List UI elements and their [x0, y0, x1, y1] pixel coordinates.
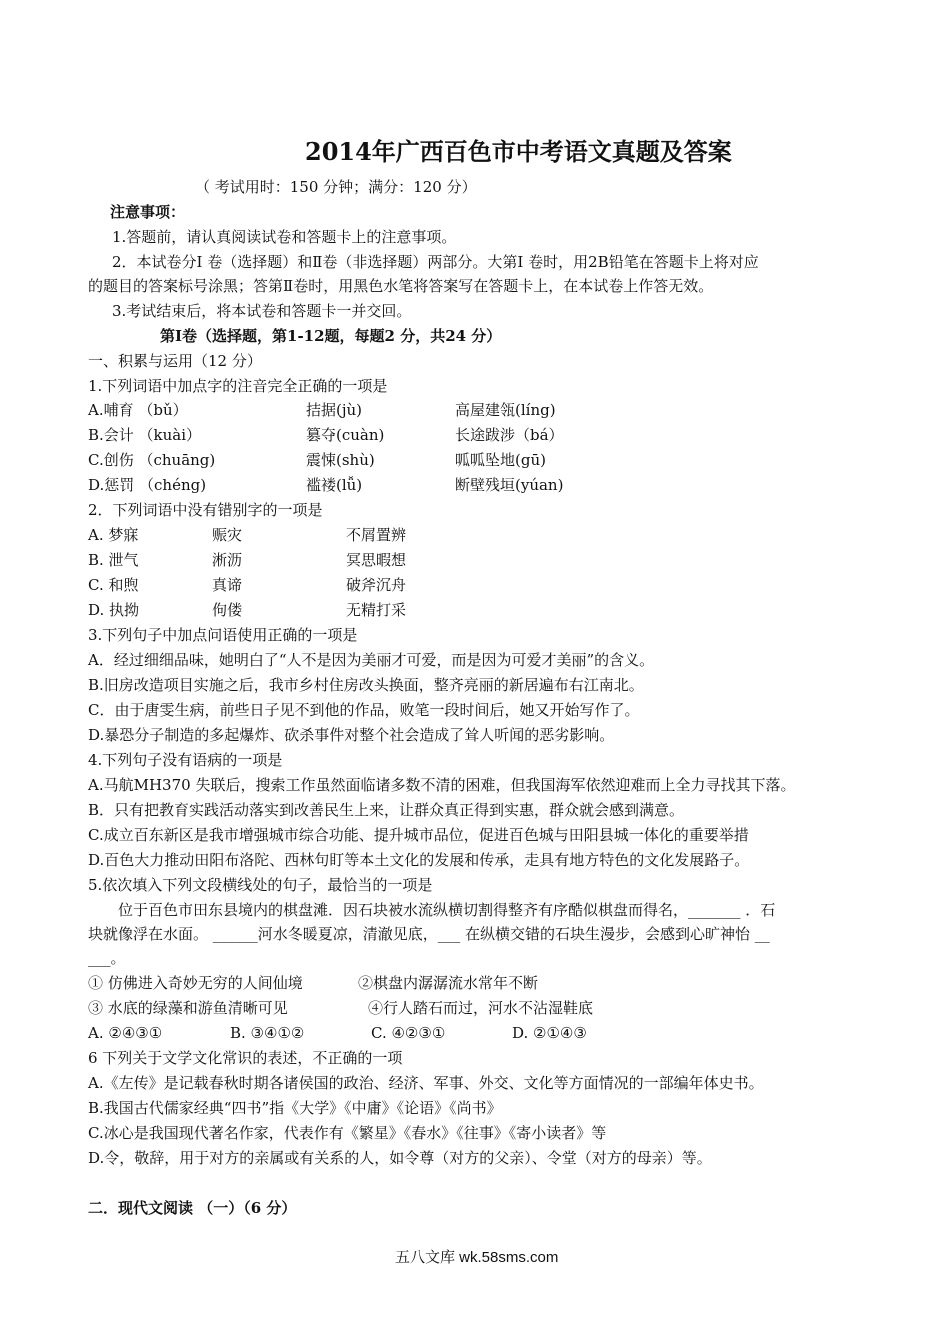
q1-row	[88, 450, 608, 470]
notice-item: 1.答题前，请认真阅读试卷和答题卡上的注意事项。	[112, 228, 457, 246]
section1-heading: 一、积累与运用（12 分）	[88, 352, 262, 370]
q5-passage: ___。	[88, 949, 126, 967]
notice-item: 的题目的答案标号涂黑；答第Ⅱ卷时，用黑色水笔将答案写在答题卡上，在本试卷上作答无效。	[88, 277, 714, 295]
q3-option: B.旧房改造项目实施之后，我市乡村住房改头换面，整齐亮丽的新居遍布右江南北。	[88, 676, 644, 694]
q2-option-word: 不屑置辨	[346, 526, 407, 544]
q4-stem: 4.下列句子没有语病的一项是	[88, 751, 283, 769]
q1-option-word: 高屋建瓴(líng)	[455, 401, 556, 419]
q3-stem: 3.下列句子中加点问语使用正确的一项是	[88, 626, 358, 644]
q1-option-word: 褴褛(lǚ)	[306, 476, 363, 494]
q1-option-word: 长途跋涉（bá）	[455, 426, 564, 444]
q2-row	[88, 575, 448, 595]
q1-row	[88, 400, 608, 420]
q1-row	[88, 425, 608, 445]
q6-option: C.冰心是我国现代著名作家，代表作有《繁星》《春水》《往事》《寄小读者》等	[88, 1124, 607, 1142]
q5-passage: 位于百色市田东县境内的棋盘滩．因石块被水流纵横切割得整齐有序酷似棋盘而得名，_______ ．石	[118, 901, 776, 919]
exam-info: （ 考试用时：150 分钟；满分：120 分）	[195, 178, 477, 196]
q2-option-word: A. 梦寐	[88, 526, 139, 544]
q2-option-word: 佝偻	[212, 601, 243, 619]
q4-option: B．只有把教育实践活动落实到改善民生上来，让群众真正得到实惠，群众就会感到满意。	[88, 801, 685, 819]
q4-option: D.百色大力推动田阳布洛陀、西林句盯等本土文化的发展和传承，走具有地方特色的文化发展路子。	[88, 851, 750, 869]
q1-option-word: 断壁残垣(yúan)	[455, 476, 564, 494]
q2-stem: 2．下列词语中没有错别字的一项是	[88, 501, 323, 519]
footer-watermark: 五八文库 wk.58sms.com	[395, 1249, 559, 1266]
q5-stem: 5.依次填入下列文段横线处的句子，最恰当的一项是	[88, 876, 433, 894]
notice-item: 3.考试结束后，将本试卷和答题卡一并交回。	[112, 302, 412, 320]
q1-option-word: D.惩罚 （chéng)	[88, 476, 207, 494]
q1-option-word: C.创伤 （chuāng)	[88, 451, 216, 469]
q3-option: A．经过细细品味，她明白了“人不是因为美丽才可爱，而是因为可爱才美丽”的含义。	[88, 651, 655, 669]
q3-option: C．由于唐雯生病，前些日子见不到他的作品，败笔一段时间后，她又开始写作了。	[88, 701, 640, 719]
q4-option: A.马航MH370 失联后，搜索工作虽然面临诸多数不清的困难，但我国海军依然迎难而上全力寻找其下落。	[88, 776, 796, 794]
q5-passage: 块就像浮在水面。 ______河水冬暖夏凉，清澈见底，___ 在纵横交错的石块生漫步，会感到心旷神怡 __	[88, 925, 770, 943]
q2-option-word: 淅沥	[212, 551, 243, 569]
notice-heading: 注意事项：	[110, 203, 186, 221]
q6-option: D.令，敬辞，用于对方的亲属或有关系的人，如令尊（对方的父亲）、令堂（对方的母亲）等。	[88, 1149, 712, 1167]
q1-option-word: 拮据(jù)	[306, 401, 363, 419]
q4-option: C.成立百东新区是我市增强城市综合功能、提升城市品位，促进百色城与田阳县城一体化的重要举措	[88, 826, 749, 844]
q2-option-word: 无精打采	[346, 601, 407, 619]
q5-choice-row	[88, 973, 648, 993]
page-title: 2014年广西百色市中考语文真题及答案	[305, 137, 732, 166]
q1-option-word: 篡夺(cuàn)	[306, 426, 385, 444]
q1-option-word: 震悚(shù)	[306, 451, 375, 469]
section2-heading: 二．现代文阅读 （一）（6 分）	[88, 1199, 297, 1217]
notice-item: 2．本试卷分Ⅰ 卷（选择题）和Ⅱ卷（非选择题）两部分。大第Ⅰ 卷时，用2B铅笔在答题卡上将对应	[112, 253, 759, 271]
q1-option-word: B.会计 （kuài）	[88, 426, 202, 444]
q5-answer: A. ②④③①	[88, 1024, 163, 1042]
q5-answer: D. ②①④③	[512, 1024, 587, 1042]
q5-choice-row	[88, 998, 648, 1018]
q5-choice: ②棋盘内潺潺流水常年不断	[358, 974, 539, 992]
q1-stem: 1.下列词语中加点字的注音完全正确的一项是	[88, 377, 388, 395]
q2-option-word: D. 执拗	[88, 601, 140, 619]
q1-option-word: A.哺育 （bǔ）	[88, 401, 188, 419]
q2-option-word: 赈灾	[212, 526, 243, 544]
q1-option-word: 呱呱坠地(gū)	[455, 451, 546, 469]
q6-option: B.我国古代儒家经典“四书”指《大学》《中庸》《论语》《尚书》	[88, 1099, 502, 1117]
q2-row	[88, 525, 448, 545]
q5-choice: ③ 水底的绿藻和游鱼清晰可见	[88, 999, 288, 1017]
q2-option-word: C. 和煦	[88, 576, 139, 594]
q5-choice: ④行人踏石而过，河水不沾湿鞋底	[368, 999, 594, 1017]
q2-option-word: B. 泄气	[88, 551, 139, 569]
q2-option-word: 冥思暇想	[346, 551, 407, 569]
q2-option-word: 破斧沉舟	[346, 576, 407, 594]
q5-answer: C. ④②③①	[371, 1024, 446, 1042]
q3-option: D.暴恐分子制造的多起爆炸、砍杀事件对整个社会造成了耸人听闻的恶劣影响。	[88, 726, 615, 744]
q5-choice: ① 仿佛进入奇妙无穷的人间仙境	[88, 974, 303, 992]
q2-row	[88, 550, 448, 570]
part1-heading: 第Ⅰ卷（选择题，第1-12题，每题2 分，共24 分）	[160, 327, 502, 345]
q5-answer: B. ③④①②	[230, 1024, 305, 1042]
q2-option-word: 真谛	[212, 576, 243, 594]
q6-stem: 6 下列关于文学文化常识的表述，不正确的一项	[88, 1049, 403, 1067]
q6-option: A.《左传》是记载春秋时期各诸侯国的政治、经济、军事、外交、文化等方面情况的一部编年体史书。	[88, 1074, 764, 1092]
q1-row	[88, 475, 608, 495]
q5-answer-row	[88, 1023, 648, 1043]
q2-row	[88, 600, 448, 620]
